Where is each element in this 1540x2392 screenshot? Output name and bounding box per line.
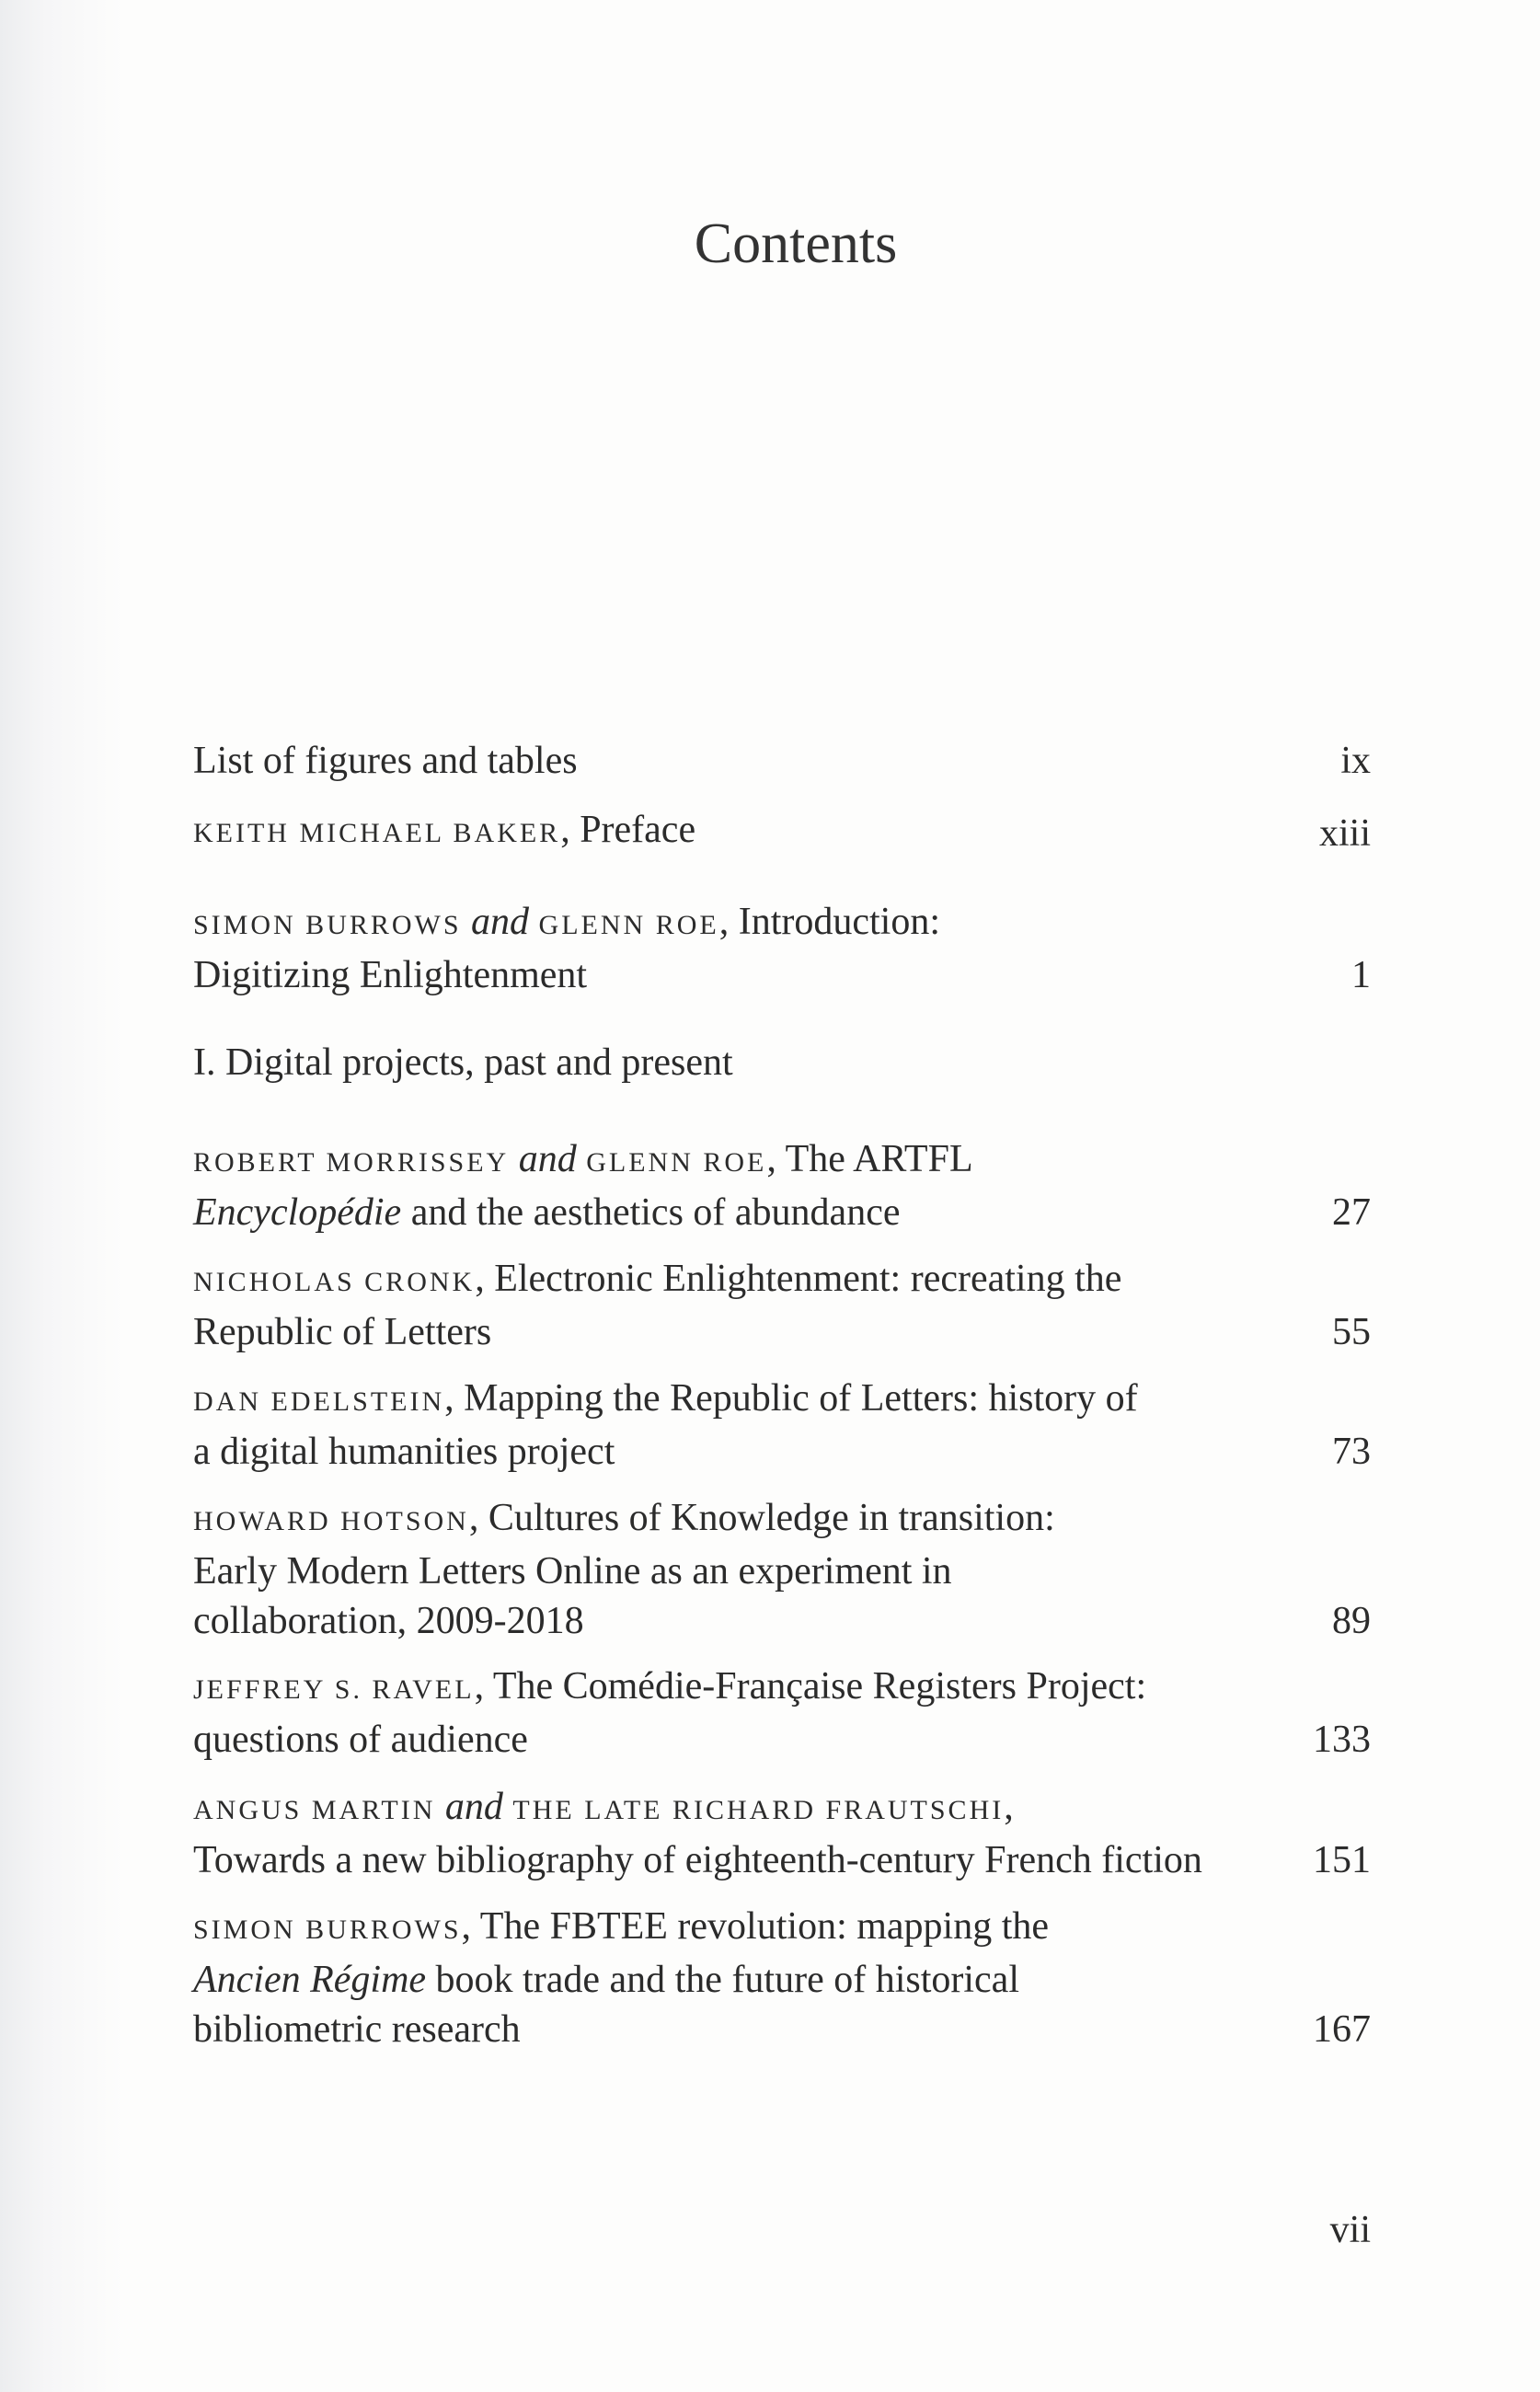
toc-entry-preface bbox=[193, 805, 1371, 858]
entry-title: The ARTFL bbox=[785, 1138, 973, 1180]
toc-entry-cultures-of-knowledge bbox=[193, 1493, 1371, 1646]
entry-page-number: 133 bbox=[1313, 1719, 1371, 1761]
entry-author: HOWARD HOTSON bbox=[193, 1506, 469, 1536]
entry-title-continued: questions of audience bbox=[193, 1719, 528, 1761]
entry-author: NICHOLAS CRONK bbox=[193, 1267, 476, 1297]
entry-title: The FBTEE revolution: mapping the bbox=[479, 1905, 1050, 1948]
entry-title-continued: Digitizing Enlightenment bbox=[193, 954, 588, 996]
entry-page-number: ix bbox=[1340, 740, 1371, 782]
entry-title-continued: Encyclopédie and the aesthetics of abundance bbox=[193, 1191, 901, 1234]
entry-page-number: 27 bbox=[1332, 1191, 1371, 1234]
entry-author: ROBERT MORRISSEY bbox=[193, 1147, 510, 1178]
entry-title: Preface bbox=[580, 809, 696, 851]
entry-page-number: 55 bbox=[1332, 1311, 1371, 1353]
entry-author: SIMON BURROWS bbox=[193, 1915, 462, 1945]
entry-title-continued: Ancien Régime book trade and the future of historical bbox=[193, 1959, 1019, 2001]
entry-title-continued: collaboration, 2009-2018 bbox=[193, 1600, 584, 1642]
toc-entry-fbtee bbox=[193, 1902, 1371, 2054]
entry-title: Electronic Enlightenment: recreating the bbox=[494, 1258, 1122, 1300]
entry-page-number: xiii bbox=[1318, 812, 1371, 855]
folio-page-number: vii bbox=[1329, 2209, 1371, 2251]
entry-author: SIMON BURROWS bbox=[193, 910, 462, 940]
entry-author: GLENN ROE bbox=[538, 910, 719, 940]
entry-title: List of figures and tables bbox=[193, 740, 578, 782]
entry-page-number: 1 bbox=[1351, 954, 1371, 996]
toc-entry-introduction bbox=[193, 897, 1371, 1000]
entry-line: JEFFREY S. RAVEL, The Comédie-Française Registers Project: bbox=[193, 1665, 1147, 1708]
entry-author: ANGUS MARTIN bbox=[193, 1795, 436, 1825]
entry-line: ANGUS MARTIN and THE LATE RICHARD FRAUTSCHI, bbox=[193, 1786, 1014, 1828]
entry-title-continued: Republic of Letters bbox=[193, 1311, 492, 1353]
entry-line: SIMON BURROWS, The FBTEE revolution: mapping the bbox=[193, 1905, 1050, 1948]
entry-page-number: 73 bbox=[1332, 1431, 1371, 1473]
toc-entry-mapping-republic bbox=[193, 1374, 1371, 1477]
entry-line: ROBERT MORRISSEY and GLENN ROE, The ARTFL bbox=[193, 1138, 973, 1180]
entry-author: THE LATE RICHARD FRAUTSCHI bbox=[512, 1795, 1005, 1825]
entry-title: Towards a new bibliography of eighteenth-century French fiction bbox=[193, 1839, 1202, 1881]
entry-title: Introduction: bbox=[738, 901, 940, 943]
entry-page-number: 167 bbox=[1313, 2008, 1371, 2051]
toc-entry-artfl bbox=[193, 1134, 1371, 1237]
entry-author: GLENN ROE bbox=[586, 1147, 767, 1178]
toc-entry-comedie-francaise bbox=[193, 1662, 1371, 1765]
entry-line: SIMON BURROWS and GLENN ROE, Introduction: bbox=[193, 901, 940, 943]
entry-author: DAN EDELSTEIN bbox=[193, 1386, 445, 1417]
toc-entry-electronic-enlightenment bbox=[193, 1254, 1371, 1357]
entry-title: Mapping the Republic of Letters: history of bbox=[464, 1377, 1138, 1420]
entry-line: HOWARD HOTSON, Cultures of Knowledge in transition: bbox=[193, 1497, 1055, 1539]
entry-title-continued: a digital humanities project bbox=[193, 1431, 615, 1473]
entry-line: KEITH MICHAEL BAKER, Preface bbox=[193, 809, 696, 851]
page-title: Contents bbox=[694, 213, 898, 275]
entry-page-number: 89 bbox=[1332, 1600, 1371, 1642]
entry-title: The Comédie-Française Registers Project: bbox=[492, 1665, 1147, 1708]
entry-author: JEFFREY S. RAVEL bbox=[193, 1674, 475, 1705]
section-heading: I. Digital projects, past and present bbox=[193, 1041, 733, 1084]
toc-entry-bibliography-fiction bbox=[193, 1782, 1371, 1885]
toc-entry-figures bbox=[193, 736, 1371, 786]
entry-title: Cultures of Knowledge in transition: bbox=[488, 1497, 1055, 1539]
entry-title-continued: bibliometric research bbox=[193, 2008, 521, 2051]
entry-page-number: 151 bbox=[1313, 1839, 1371, 1881]
entry-line: NICHOLAS CRONK, Electronic Enlightenment: recreating the bbox=[193, 1258, 1122, 1300]
entry-title-continued: Early Modern Letters Online as an experiment in bbox=[193, 1550, 952, 1593]
entry-line: DAN EDELSTEIN, Mapping the Republic of Letters: history of bbox=[193, 1377, 1138, 1420]
entry-author: KEITH MICHAEL BAKER bbox=[193, 818, 561, 848]
